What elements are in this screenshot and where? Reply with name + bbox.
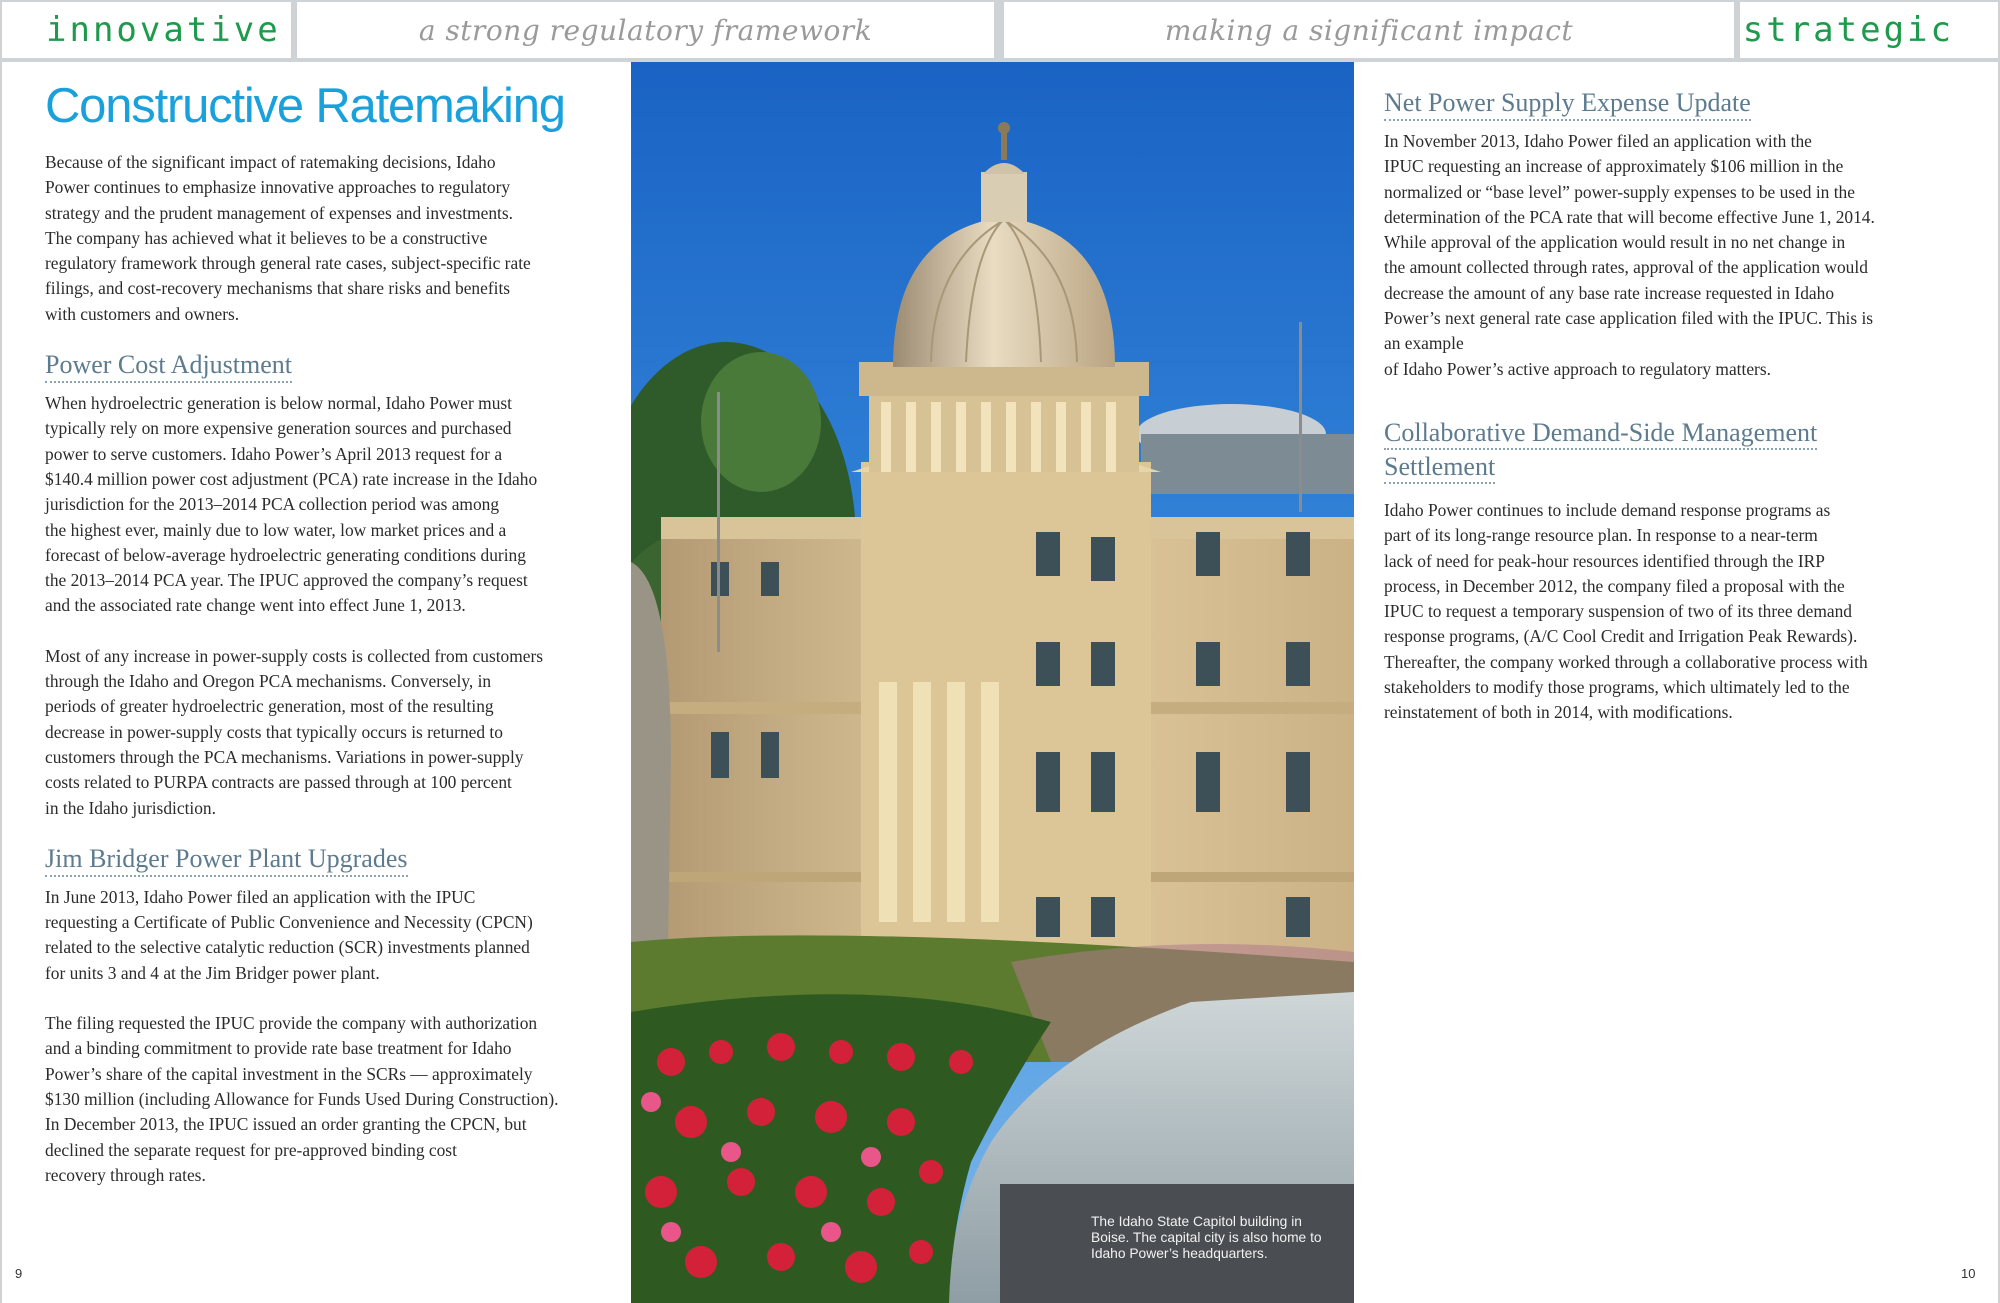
header-cell-right: [1740, 2, 1998, 58]
header-cell-script-right: [1004, 2, 1734, 58]
header-band: [0, 0, 2000, 62]
heading-power-cost-adjustment: Power Cost Adjustment: [45, 350, 292, 383]
heading-collaborative-dsm: Collaborative Demand-Side Management Settlement: [1384, 418, 1817, 484]
npse-paragraph: In November 2013, Idaho Power filed an application with the IPUC requesting an increase of approximately $106 million in the normalized or “base level” power-supply expenses to be used in the determination of the PCA rate that will become effective June 1, 2014. While approval of the application would result in no net change in the amount collected through rates, approval of the application would decrease the amount of any base rate increase requested in Idaho Power’s next general rate case application filed with the IPUC. This is an example of Idaho Power’s active approach to regulatory matters.: [1384, 131, 1875, 379]
dsm-paragraph: Idaho Power continues to include demand response programs as part of its long-range resource plan. In response to a near-term lack of need for peak-hour resources identified through the IRP process, in December 2012, the company filed a proposal with the IPUC to request a temporary suspension of two of its three demand response programs, (A/C Cool Credit and Irrigation Peak Rewards). Thereafter, the company worked through a collaborative process with stakeholders to modify those programs, which ultimately led to the reinstatement of both in 2014, with modifications.: [1384, 499, 1868, 723]
capitol-building-photo: [631, 62, 1354, 1303]
header-word-strategic: strategic: [1742, 10, 1954, 50]
bridger-paragraph-2: The filing requested the IPUC provide the company with authorization and a binding commitment to provide rate base treatment for Idaho Power’s share of the capital investment in the SCRs — approximately $130 million (including Allowance for Funds Used During Construction). In December 2013, the IPUC issued an order granting the CPCN, but declined the separate request for pre-approved binding cost recovery through rates.: [45, 1013, 559, 1185]
left-text-column: [45, 76, 625, 1188]
header-tagline-right: making a significant impact: [1164, 13, 1574, 47]
right-text-column: [1384, 88, 1964, 726]
heading-jim-bridger: Jim Bridger Power Plant Upgrades: [45, 844, 408, 877]
page-number-right: 10: [1961, 1266, 1976, 1281]
header-word-innovative: innovative: [46, 10, 281, 50]
page-number-left: 9: [15, 1266, 23, 1281]
intro-paragraph: Because of the significant impact of ratemaking decisions, Idaho Power continues to emphasize innovative approaches to regulatory strategy and the prudent management of expenses and investments. The company has achieved what it believes to be a constructive regulatory framework through general rate cases, subject-specific rate filings, and cost-recovery mechanisms that share risks and benefits with customers and owners.: [45, 152, 531, 324]
heading-net-power-supply: Net Power Supply Expense Update: [1384, 88, 1751, 121]
pca-paragraph-1: When hydroelectric generation is below normal, Idaho Power must typically rely on more expensive generation sources and purchased power to serve customers. Idaho Power’s April 2013 request for a $140.4 million power cost adjustment (PCA) rate increase in the Idaho jurisdiction for the 2013–2014 PCA collection period was among the highest ever, mainly due to low water, low market prices and a forecast of below-average hydroelectric generating conditions during the 2013–2014 PCA year. The IPUC approved the company’s request and the associated rate change went into effect June 1, 2013.: [45, 393, 538, 616]
photo-caption: The Idaho State Capitol building in Boise. The capital city is also home to Idaho Power’s headquarters.: [1000, 1184, 1354, 1303]
header-tagline-left: a strong regulatory framework: [418, 13, 873, 47]
page-border-left: [0, 62, 2, 1303]
pca-paragraph-2: Most of any increase in power-supply costs is collected from customers through the Idaho and Oregon PCA mechanisms. Conversely, in periods of greater hydroelectric generation, most of the resulting decrease in power-supply costs that typically occurs is returned to customers through the PCA mechanisms. Variations in power-supply costs related to PURPA contracts are passed through at 100 percent in the Idaho jurisdiction.: [45, 645, 544, 818]
header-cell-script-left: [297, 2, 994, 58]
header-cell-left: [2, 2, 291, 58]
page-title: Constructive Ratemaking: [45, 79, 565, 133]
bridger-paragraph-1: In June 2013, Idaho Power filed an application with the IPUC requesting a Certificate of Public Convenience and Necessity (CPCN) related to the selective catalytic reduction (SCR) investments planned for units 3 and 4 at the Jim Bridger power plant.: [45, 886, 533, 983]
